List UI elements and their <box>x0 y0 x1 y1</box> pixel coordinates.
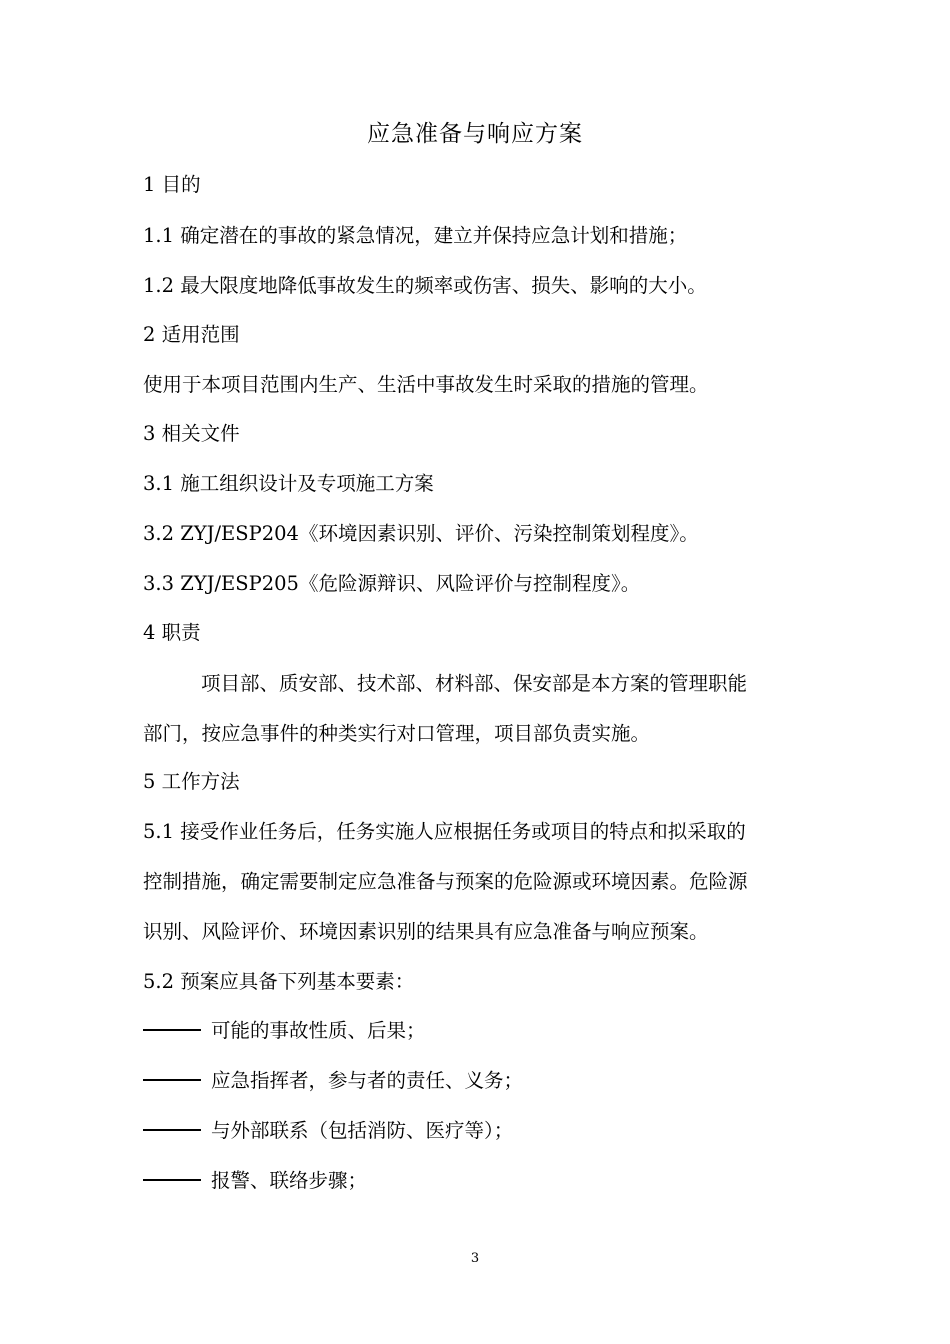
page-number: 3 <box>470 1251 480 1266</box>
list-item-text: 应急指挥者，参与者的责任、义务； <box>211 1069 524 1092</box>
paragraph-2: 使用于本项目范围内生产、生活中事故发生时采取的措施的管理。 <box>143 373 709 396</box>
section-4-heading: 4 职责 <box>143 621 201 644</box>
dash-marker <box>143 1079 201 1081</box>
dash-marker <box>143 1179 201 1181</box>
list-item-text: 报警、联络步骤； <box>211 1169 368 1192</box>
paragraph-5-1-line-3: 识别、风险评价、环境因素识别的结果具有应急准备与响应预案。 <box>143 920 709 943</box>
list-item-text: 可能的事故性质、后果； <box>211 1019 426 1042</box>
list-item <box>143 1163 843 1199</box>
paragraph-3-1: 3.1 施工组织设计及专项施工方案 <box>143 472 434 495</box>
paragraph-4-line-2: 部门，按应急事件的种类实行对口管理，项目部负责实施。 <box>143 722 651 745</box>
paragraph-5-1-line-1: 5.1 接受作业任务后，任务实施人应根据任务或项目的特点和拟采取的 <box>143 820 746 843</box>
paragraph-4-line-1: 项目部、质安部、技术部、材料部、保安部是本方案的管理职能 <box>201 672 748 695</box>
list-item <box>143 1113 843 1149</box>
section-5-heading: 5 工作方法 <box>143 770 240 793</box>
section-1-heading: 1 目的 <box>143 173 201 196</box>
paragraph-3-3: 3.3 ZYJ/ESP205《危险源辩识、风险评价与控制程度》。 <box>143 572 641 595</box>
paragraph-1-2: 1.2 最大限度地降低事故发生的频率或伤害、损失、影响的大小。 <box>143 274 707 297</box>
dash-marker <box>143 1029 201 1031</box>
list-item-text: 与外部联系（包括消防、医疗等）； <box>211 1119 514 1142</box>
paragraph-5-1-line-2: 控制措施，确定需要制定应急准备与预案的危险源或环境因素。危险源 <box>143 870 748 893</box>
section-3-heading: 3 相关文件 <box>143 422 240 445</box>
paragraph-5-2: 5.2 预案应具备下列基本要素： <box>143 970 415 993</box>
document-title: 应急准备与响应方案 <box>367 121 583 147</box>
section-2-heading: 2 适用范围 <box>143 323 240 346</box>
list-item <box>143 1063 843 1099</box>
dash-marker <box>143 1129 201 1131</box>
list-item <box>143 1013 843 1049</box>
paragraph-3-2: 3.2 ZYJ/ESP204《环境因素识别、评价、污染控制策划程度》。 <box>143 522 699 545</box>
paragraph-1-1: 1.1 确定潜在的事故的紧急情况，建立并保持应急计划和措施； <box>143 224 688 247</box>
